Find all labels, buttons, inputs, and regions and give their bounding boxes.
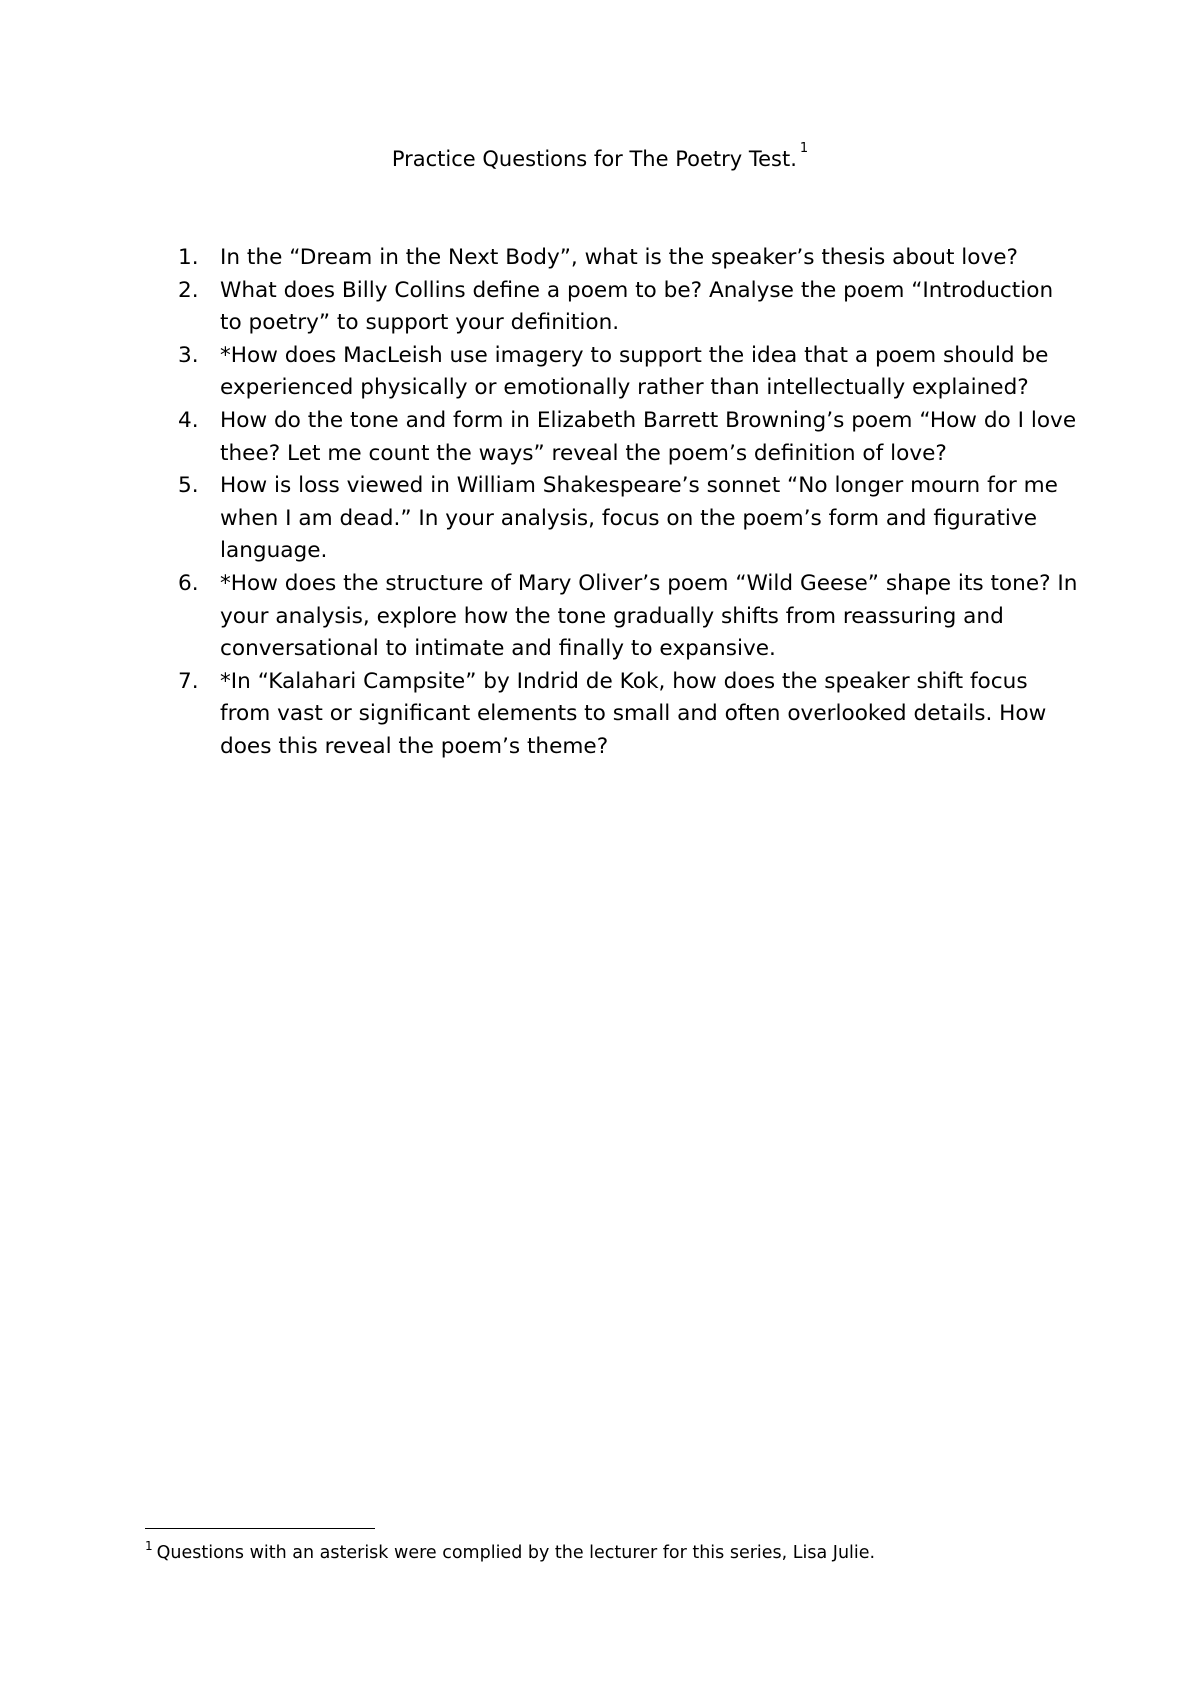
question-item [178, 242, 1078, 275]
footnote [145, 1541, 1105, 1565]
question-list [178, 242, 1078, 764]
question-text: In the “Dream in the Next Body”, what is the speaker’s thesis about love? [220, 245, 1019, 270]
question-item [178, 568, 1078, 666]
question-number: 5. [178, 473, 199, 499]
question-number: 3. [178, 342, 199, 368]
footnote-text: Questions with an asterisk were complied by the lecturer for this series, Lisa Julie. [156, 1543, 876, 1563]
footnote-separator [145, 1528, 375, 1529]
question-text: How is loss viewed in William Shakespeare’s sonnet “No longer mourn for me when I am dead.” In your analysis, focus on the poem’s form and figurative language. [220, 473, 1058, 564]
question-item [178, 405, 1078, 470]
question-number: 2. [178, 277, 199, 303]
question-text: *In “Kalahari Campsite” by Indrid de Kok, how does the speaker shift focus from vast or significant elements to small and often overlooked details. How does this reveal the poem’s theme? [220, 668, 1047, 759]
question-item [178, 275, 1078, 340]
question-text: *How does MacLeish use imagery to support the idea that a poem should be experienced physically or emotionally rather than intellectually explained? [220, 342, 1049, 401]
question-text: What does Billy Collins define a poem to be? Analyse the poem “Introduction to poetry” to support your definition. [220, 277, 1054, 336]
question-item [178, 470, 1078, 568]
question-text: *How does the structure of Mary Oliver’s poem “Wild Geese” shape its tone? In your analysis, explore how the tone gradually shifts from reassuring and conversational to intimate and finally to expansive. [220, 570, 1078, 662]
question-number: 1. [178, 245, 199, 270]
question-number: 4. [178, 407, 199, 433]
question-item [178, 666, 1078, 764]
footnote-marker: 1 [145, 1539, 153, 1553]
title-text: Practice Questions for The Poetry Test. [391, 147, 797, 171]
question-number: 7. [178, 668, 199, 694]
question-number: 6. [178, 570, 199, 596]
page-title [0, 141, 1200, 174]
question-text: How do the tone and form in Elizabeth Barrett Browning’s poem “How do I love thee? Let me count the ways” reveal the poem’s definition of love? [220, 407, 1077, 466]
footnote-reference[interactable]: 1 [799, 141, 809, 156]
question-item [178, 340, 1078, 405]
